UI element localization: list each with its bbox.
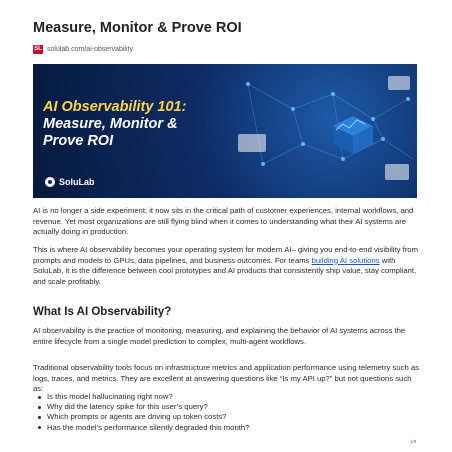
hero-banner bbox=[33, 64, 417, 198]
section-heading: What Is AI Observability? bbox=[33, 306, 172, 318]
banner-title-line-3: Prove ROI bbox=[43, 133, 114, 149]
page-number: 1/9 bbox=[410, 439, 417, 444]
brand-logo-icon bbox=[45, 177, 55, 187]
section-paragraph-1: AI observability is the practice of monitoring, measuring, and explaining the behavior of AI systems across the entire lifecycle from a single model prediction to complex, multi-agent workflows. bbox=[33, 326, 406, 346]
banner-title-line-1: AI Observability 101: bbox=[43, 99, 187, 115]
questions-list bbox=[33, 392, 421, 433]
list-item: Which prompts or agents are driving up token costs? bbox=[33, 412, 421, 422]
intro-paragraph-1: AI is no longer a side experiment; it now sits in the critical path of customer experiences, internal workflows, and revenue. Yet most organizations are still flying blind when it comes to understanding what their AI systems are actually doing in production. bbox=[33, 206, 414, 237]
section-paragraph-2: Traditional observability tools focus on infrastructure metrics and application performance using telemetry such as logs, traces, and metrics. They are excellent at answering questions like “Is my API up?” but not questions such as: bbox=[33, 363, 419, 394]
source-url[interactable]: solulab.com/ai-observability bbox=[47, 45, 133, 53]
intro-paragraph-2-text: This is where AI observability becomes your operating system for modern AI– giving you end-to-end visibility from prompts and models to GPUs, data pipelines, and business outcomes. For teams bbox=[33, 245, 418, 265]
page-title: Measure, Monitor & Prove ROI bbox=[33, 20, 242, 36]
intro-paragraph-2-tail: with SoluLab, it is the difference between cool prototypes and AI products that consistently ship value, stay compliant, and scale profitably. bbox=[33, 255, 417, 286]
brand-mark bbox=[45, 177, 95, 187]
banner-title-line-2: Measure, Monitor & bbox=[43, 116, 178, 132]
intro-paragraph-2 bbox=[33, 245, 421, 287]
list-item: Has the model’s performance silently degraded this month? bbox=[33, 423, 421, 433]
building-ai-solutions-link[interactable]: building AI solutions bbox=[311, 255, 380, 265]
list-item: Why did the latency spike for this user’s query? bbox=[33, 402, 421, 412]
brand-name: SoluLab bbox=[59, 177, 95, 187]
list-item: Is this model hallucinating right now? bbox=[33, 392, 421, 402]
banner-title bbox=[43, 99, 233, 150]
source-row bbox=[33, 44, 133, 54]
site-logo-icon: SL bbox=[34, 45, 42, 52]
